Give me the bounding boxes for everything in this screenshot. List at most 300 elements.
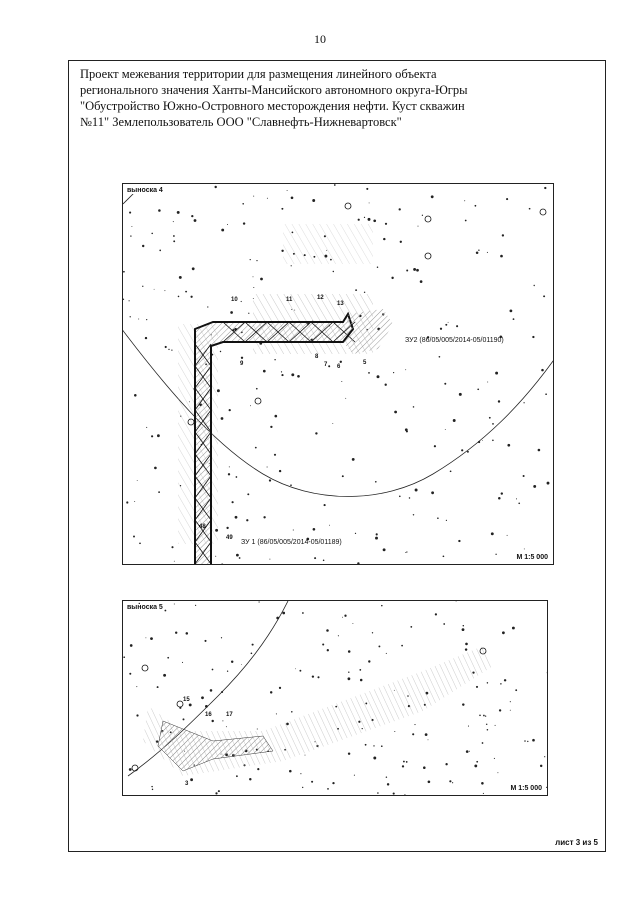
map-dot <box>510 701 511 702</box>
map-dot <box>279 687 281 689</box>
map-dot <box>502 631 505 634</box>
map-dot <box>229 409 231 411</box>
map-dot <box>355 533 356 534</box>
map-dot <box>465 220 467 222</box>
map-dot <box>475 205 477 207</box>
map-dot <box>431 491 434 494</box>
map-dot <box>386 653 387 654</box>
map-dot <box>267 198 268 199</box>
map-dot <box>253 196 254 197</box>
parcel-label-zu2: ЗУ2 (86/05/005/2014-05/01190) <box>405 337 504 344</box>
map-dot <box>267 466 268 467</box>
point-label: 5 <box>363 360 367 366</box>
map-dot <box>354 775 355 776</box>
map-dot <box>137 480 138 481</box>
map-dot <box>243 222 245 224</box>
map-dot <box>543 295 545 297</box>
map-dot <box>523 475 525 477</box>
map-dot <box>518 503 520 505</box>
map-dot <box>402 765 404 767</box>
map-dot <box>226 527 228 529</box>
map-dot <box>462 703 464 705</box>
map-dot <box>260 278 263 281</box>
map-dot <box>387 783 389 785</box>
map-dot <box>500 683 501 684</box>
map-dot <box>413 406 415 408</box>
map-dot <box>512 627 515 630</box>
map-dot <box>341 381 342 382</box>
map-dot <box>547 671 548 673</box>
map-marker <box>142 665 148 671</box>
point-label: 49 <box>226 535 233 541</box>
map-dot <box>246 519 248 521</box>
map-dot <box>204 640 206 642</box>
map-dot <box>291 196 294 199</box>
sheet-label: лист 3 из 5 <box>555 838 598 847</box>
map-dot <box>507 444 510 447</box>
map-dot <box>279 470 281 472</box>
map-dot <box>173 221 174 222</box>
map-marker <box>540 209 546 215</box>
map-dot <box>366 188 368 190</box>
map-dot <box>215 556 216 557</box>
hatch-line <box>195 564 211 565</box>
map-dot <box>383 548 386 551</box>
map-dot <box>151 233 153 235</box>
map-dot <box>434 445 436 447</box>
map-dot <box>242 203 244 205</box>
map-dot <box>171 546 173 548</box>
map-dot <box>544 187 546 189</box>
map-dot <box>293 795 295 796</box>
map-scale: М 1:5 000 <box>510 785 542 792</box>
map-dot <box>257 768 259 770</box>
map-dot <box>410 626 412 628</box>
map-dot <box>154 467 157 470</box>
map-dot <box>326 629 329 632</box>
map-callout-4-drawing <box>123 184 554 565</box>
map-dot <box>274 359 275 360</box>
map-dot <box>142 245 144 247</box>
map-dot <box>348 752 350 754</box>
map-dot <box>547 482 550 485</box>
map-dot <box>497 772 498 773</box>
map-dot <box>182 662 183 663</box>
point-label: 6 <box>337 364 341 370</box>
map-dot <box>449 780 451 782</box>
map-dot <box>482 440 483 441</box>
map-dot <box>248 313 249 314</box>
map-dot <box>468 726 469 727</box>
parcel-label-zu1: ЗУ 1 (86/05/005/2014-05/01189) <box>241 539 342 546</box>
map-dot <box>404 794 406 796</box>
map-dot <box>327 649 329 651</box>
map-dot <box>305 755 306 756</box>
map-dot <box>220 351 221 352</box>
map-dot <box>210 689 213 692</box>
map-dot <box>333 271 334 272</box>
map-dot <box>405 552 406 553</box>
map-dot <box>332 782 334 784</box>
map-dot <box>282 612 285 615</box>
map-dot <box>123 271 125 273</box>
map-dot <box>416 269 419 272</box>
map-dot <box>487 729 489 731</box>
map-dot <box>289 770 292 773</box>
map-dot <box>476 251 479 254</box>
map-dot <box>322 643 324 645</box>
map-dot <box>164 610 166 612</box>
map-dot <box>263 370 266 373</box>
map-dot <box>499 709 501 711</box>
map-dot <box>174 604 175 605</box>
map-dot <box>469 751 470 752</box>
point-label: 17 <box>226 712 233 718</box>
map-dot <box>315 432 317 434</box>
map-dot <box>178 296 180 298</box>
map-dot <box>300 773 301 774</box>
map-dot <box>372 632 373 633</box>
map-dot <box>126 501 128 503</box>
map-dot <box>299 670 301 672</box>
map-dot <box>190 778 193 781</box>
map-dot <box>314 557 316 559</box>
map-dot <box>157 686 159 688</box>
map-dot <box>152 789 153 790</box>
map-dot <box>329 525 330 526</box>
map-dot <box>431 195 434 198</box>
map-marker <box>425 216 431 222</box>
map-dot <box>324 504 326 506</box>
map-dot <box>445 763 447 765</box>
map-dot <box>171 349 172 350</box>
map-dot <box>192 267 195 270</box>
map-dot <box>241 301 242 302</box>
map-dot <box>136 714 138 716</box>
map-dot <box>481 782 484 785</box>
map-dot <box>250 405 251 406</box>
map-dot <box>173 235 175 237</box>
map-dot <box>406 551 407 552</box>
map-dot <box>313 528 316 531</box>
map-dot <box>177 211 180 214</box>
map-dot <box>435 795 438 796</box>
map-dot <box>123 656 125 658</box>
map-dot <box>534 285 535 286</box>
map-dot <box>446 520 447 521</box>
map-dot <box>222 720 223 721</box>
map-dot <box>376 533 378 535</box>
map-dot <box>378 645 380 647</box>
map-dot <box>485 715 486 716</box>
map-dot <box>498 497 501 500</box>
map-dot <box>369 202 370 203</box>
map-dot <box>145 637 146 638</box>
map-dot <box>270 426 272 428</box>
map-dot <box>344 615 346 617</box>
map-dot <box>165 346 167 348</box>
map-dot <box>281 371 282 372</box>
title-line: Проект межевания территории для размещения линейного объекта <box>80 67 437 81</box>
map-dot <box>167 657 169 659</box>
map-dot <box>173 240 175 242</box>
map-dot <box>207 306 208 307</box>
map-dot <box>179 276 182 279</box>
map-dot <box>399 208 401 210</box>
map-dot <box>164 290 165 291</box>
map-dot <box>352 458 355 461</box>
map-dot <box>479 715 481 717</box>
map-dot <box>478 249 479 250</box>
map-dot <box>399 496 401 498</box>
map-dot <box>482 742 484 744</box>
map-dot <box>138 319 139 320</box>
map-dot <box>506 198 508 200</box>
map-dot <box>391 277 393 279</box>
map-dot <box>136 686 137 687</box>
map-dot <box>541 369 544 372</box>
map-dot <box>532 739 535 742</box>
map-dot <box>381 605 383 607</box>
map-dot <box>400 241 402 243</box>
map-dot <box>139 542 141 544</box>
map-dot <box>352 623 353 624</box>
map-dot <box>546 787 547 788</box>
map-dot <box>327 788 329 790</box>
map-dot <box>445 324 447 326</box>
map-dot <box>515 689 517 691</box>
map-dot <box>158 209 161 212</box>
map-dot <box>221 564 223 565</box>
map-dot <box>527 741 528 742</box>
map-marker <box>425 253 431 259</box>
map-dot <box>393 372 394 373</box>
map-dot <box>250 259 251 260</box>
map-dot <box>453 419 456 422</box>
map-dot <box>462 628 465 631</box>
map-dot <box>425 733 428 736</box>
map-dot <box>477 388 479 390</box>
map-dot <box>532 336 534 338</box>
map-dot <box>423 766 426 769</box>
map-dot <box>507 535 508 536</box>
map-dot <box>385 223 387 225</box>
map-dot <box>474 764 477 767</box>
map-dot <box>440 328 442 330</box>
map-dot <box>221 417 224 420</box>
map-scale: М 1:5 000 <box>516 554 548 561</box>
map-dot <box>291 265 292 266</box>
map-dot <box>413 514 414 515</box>
map-dot <box>215 792 217 794</box>
map-dot <box>241 664 242 665</box>
map-dot <box>129 300 130 301</box>
map-dot <box>459 393 462 396</box>
map-dot <box>456 601 457 602</box>
map-dot <box>409 497 410 498</box>
map-dot <box>332 423 333 424</box>
map-dot <box>495 372 498 375</box>
map-dot <box>153 795 155 796</box>
map-dot <box>448 322 449 323</box>
map-dot <box>297 375 300 378</box>
map-dot <box>487 382 488 383</box>
map-dot <box>444 383 446 385</box>
shaded-area <box>283 224 373 264</box>
map-dot <box>345 398 346 399</box>
map-dot <box>486 724 487 725</box>
map-dot <box>130 644 133 647</box>
map-dot <box>435 613 437 615</box>
map-dot <box>458 540 460 542</box>
map-dot <box>373 757 376 760</box>
map-dot <box>146 427 147 428</box>
map-dot <box>501 492 503 494</box>
point-label: 10 <box>231 297 238 303</box>
map-dot <box>487 252 488 253</box>
map-dot <box>510 710 511 711</box>
point-label: 9 <box>240 361 244 367</box>
map-dot <box>123 299 124 300</box>
map-dot <box>133 536 135 538</box>
map-dot <box>509 795 510 796</box>
map-dot <box>439 356 441 358</box>
map-dot <box>360 679 363 682</box>
map-dot <box>186 632 189 635</box>
map-marker <box>132 765 138 771</box>
map-dot <box>487 682 488 683</box>
map-dot <box>291 373 294 376</box>
map-dot <box>500 255 503 258</box>
map-dot <box>212 669 214 671</box>
hatch-line <box>195 564 211 565</box>
map-dot <box>311 781 313 783</box>
map-dot <box>461 449 463 451</box>
map-dot <box>194 219 197 222</box>
map-dot <box>368 218 371 221</box>
map-dot <box>465 648 467 650</box>
map-dot <box>257 728 258 729</box>
map-dot <box>151 435 153 437</box>
map-dot <box>359 669 361 671</box>
map-dot <box>445 429 446 430</box>
map-dot <box>364 217 365 218</box>
map-dot <box>524 740 526 742</box>
map-dot <box>269 559 270 560</box>
map-dot <box>413 268 416 271</box>
map-dot <box>236 476 238 478</box>
map-dot <box>357 562 359 564</box>
map-dot <box>523 402 524 403</box>
map-dot <box>201 696 204 699</box>
map-dot <box>231 661 233 663</box>
point-label: 48 <box>199 524 206 530</box>
map-dot <box>334 184 336 186</box>
map-dot <box>418 226 419 227</box>
map-dot <box>358 219 360 221</box>
map-dot <box>185 291 187 293</box>
map-dot <box>524 548 525 549</box>
map-dot <box>236 775 238 777</box>
map-dot <box>146 319 147 320</box>
map-dot <box>154 289 155 290</box>
map-dot <box>312 199 315 202</box>
map-dot <box>252 644 254 646</box>
map-dot <box>377 375 380 378</box>
map-dot <box>405 428 408 431</box>
map-dot <box>255 447 257 449</box>
point-label: 13 <box>337 301 344 307</box>
map-dot <box>129 768 132 771</box>
map-dot <box>338 635 339 636</box>
map-dot <box>256 260 257 261</box>
map-dot <box>492 423 494 425</box>
map-dot <box>529 208 531 210</box>
map-dot <box>163 674 166 677</box>
point-label: 8 <box>315 354 319 360</box>
map-dot <box>340 361 342 363</box>
map-dot <box>385 384 387 386</box>
map-dot <box>465 643 468 646</box>
map-dot <box>302 787 303 788</box>
zu2-hatched-region <box>343 309 393 354</box>
point-label: 11 <box>286 297 293 303</box>
map-dot <box>236 554 239 557</box>
map-dot <box>134 501 135 502</box>
map-dot <box>145 337 147 339</box>
map-dot <box>494 758 495 759</box>
map-dot <box>348 650 351 653</box>
map-dot <box>495 554 496 555</box>
map-dot <box>443 555 445 557</box>
map-callout-label: выноска 4 <box>127 187 163 194</box>
map-dot <box>377 267 378 268</box>
map-callout-4 <box>122 183 554 565</box>
map-dot <box>129 673 131 675</box>
map-dot <box>228 473 230 475</box>
map-dot <box>232 501 234 503</box>
map-dot <box>428 739 429 740</box>
map-dot <box>263 516 265 518</box>
map-dot <box>414 724 415 725</box>
map-dot <box>412 733 414 735</box>
map-dot <box>420 280 423 283</box>
map-dot <box>295 668 296 669</box>
page-number: 10 <box>314 32 326 46</box>
map-dot <box>381 745 383 747</box>
map-dot <box>239 557 241 559</box>
point-label: 3 <box>185 781 189 787</box>
map-dot <box>195 605 196 606</box>
map-dot <box>312 675 314 677</box>
map-dot <box>269 479 271 481</box>
map-dot <box>364 292 365 293</box>
map-dot <box>510 310 513 313</box>
map-dot <box>175 632 177 634</box>
map-dot <box>323 560 325 562</box>
map-dot <box>290 484 292 486</box>
map-dot <box>452 782 453 783</box>
document-title <box>80 66 580 130</box>
map-dot <box>251 652 253 654</box>
map-dot <box>368 372 370 374</box>
map-dot <box>158 491 160 493</box>
map-dot <box>394 411 397 414</box>
title-line: "Обустройство Южно-Островного месторождения нефти. Куст скважин <box>80 99 465 113</box>
map-dot <box>342 475 344 477</box>
map-marker <box>345 203 351 209</box>
map-dot <box>256 388 258 390</box>
